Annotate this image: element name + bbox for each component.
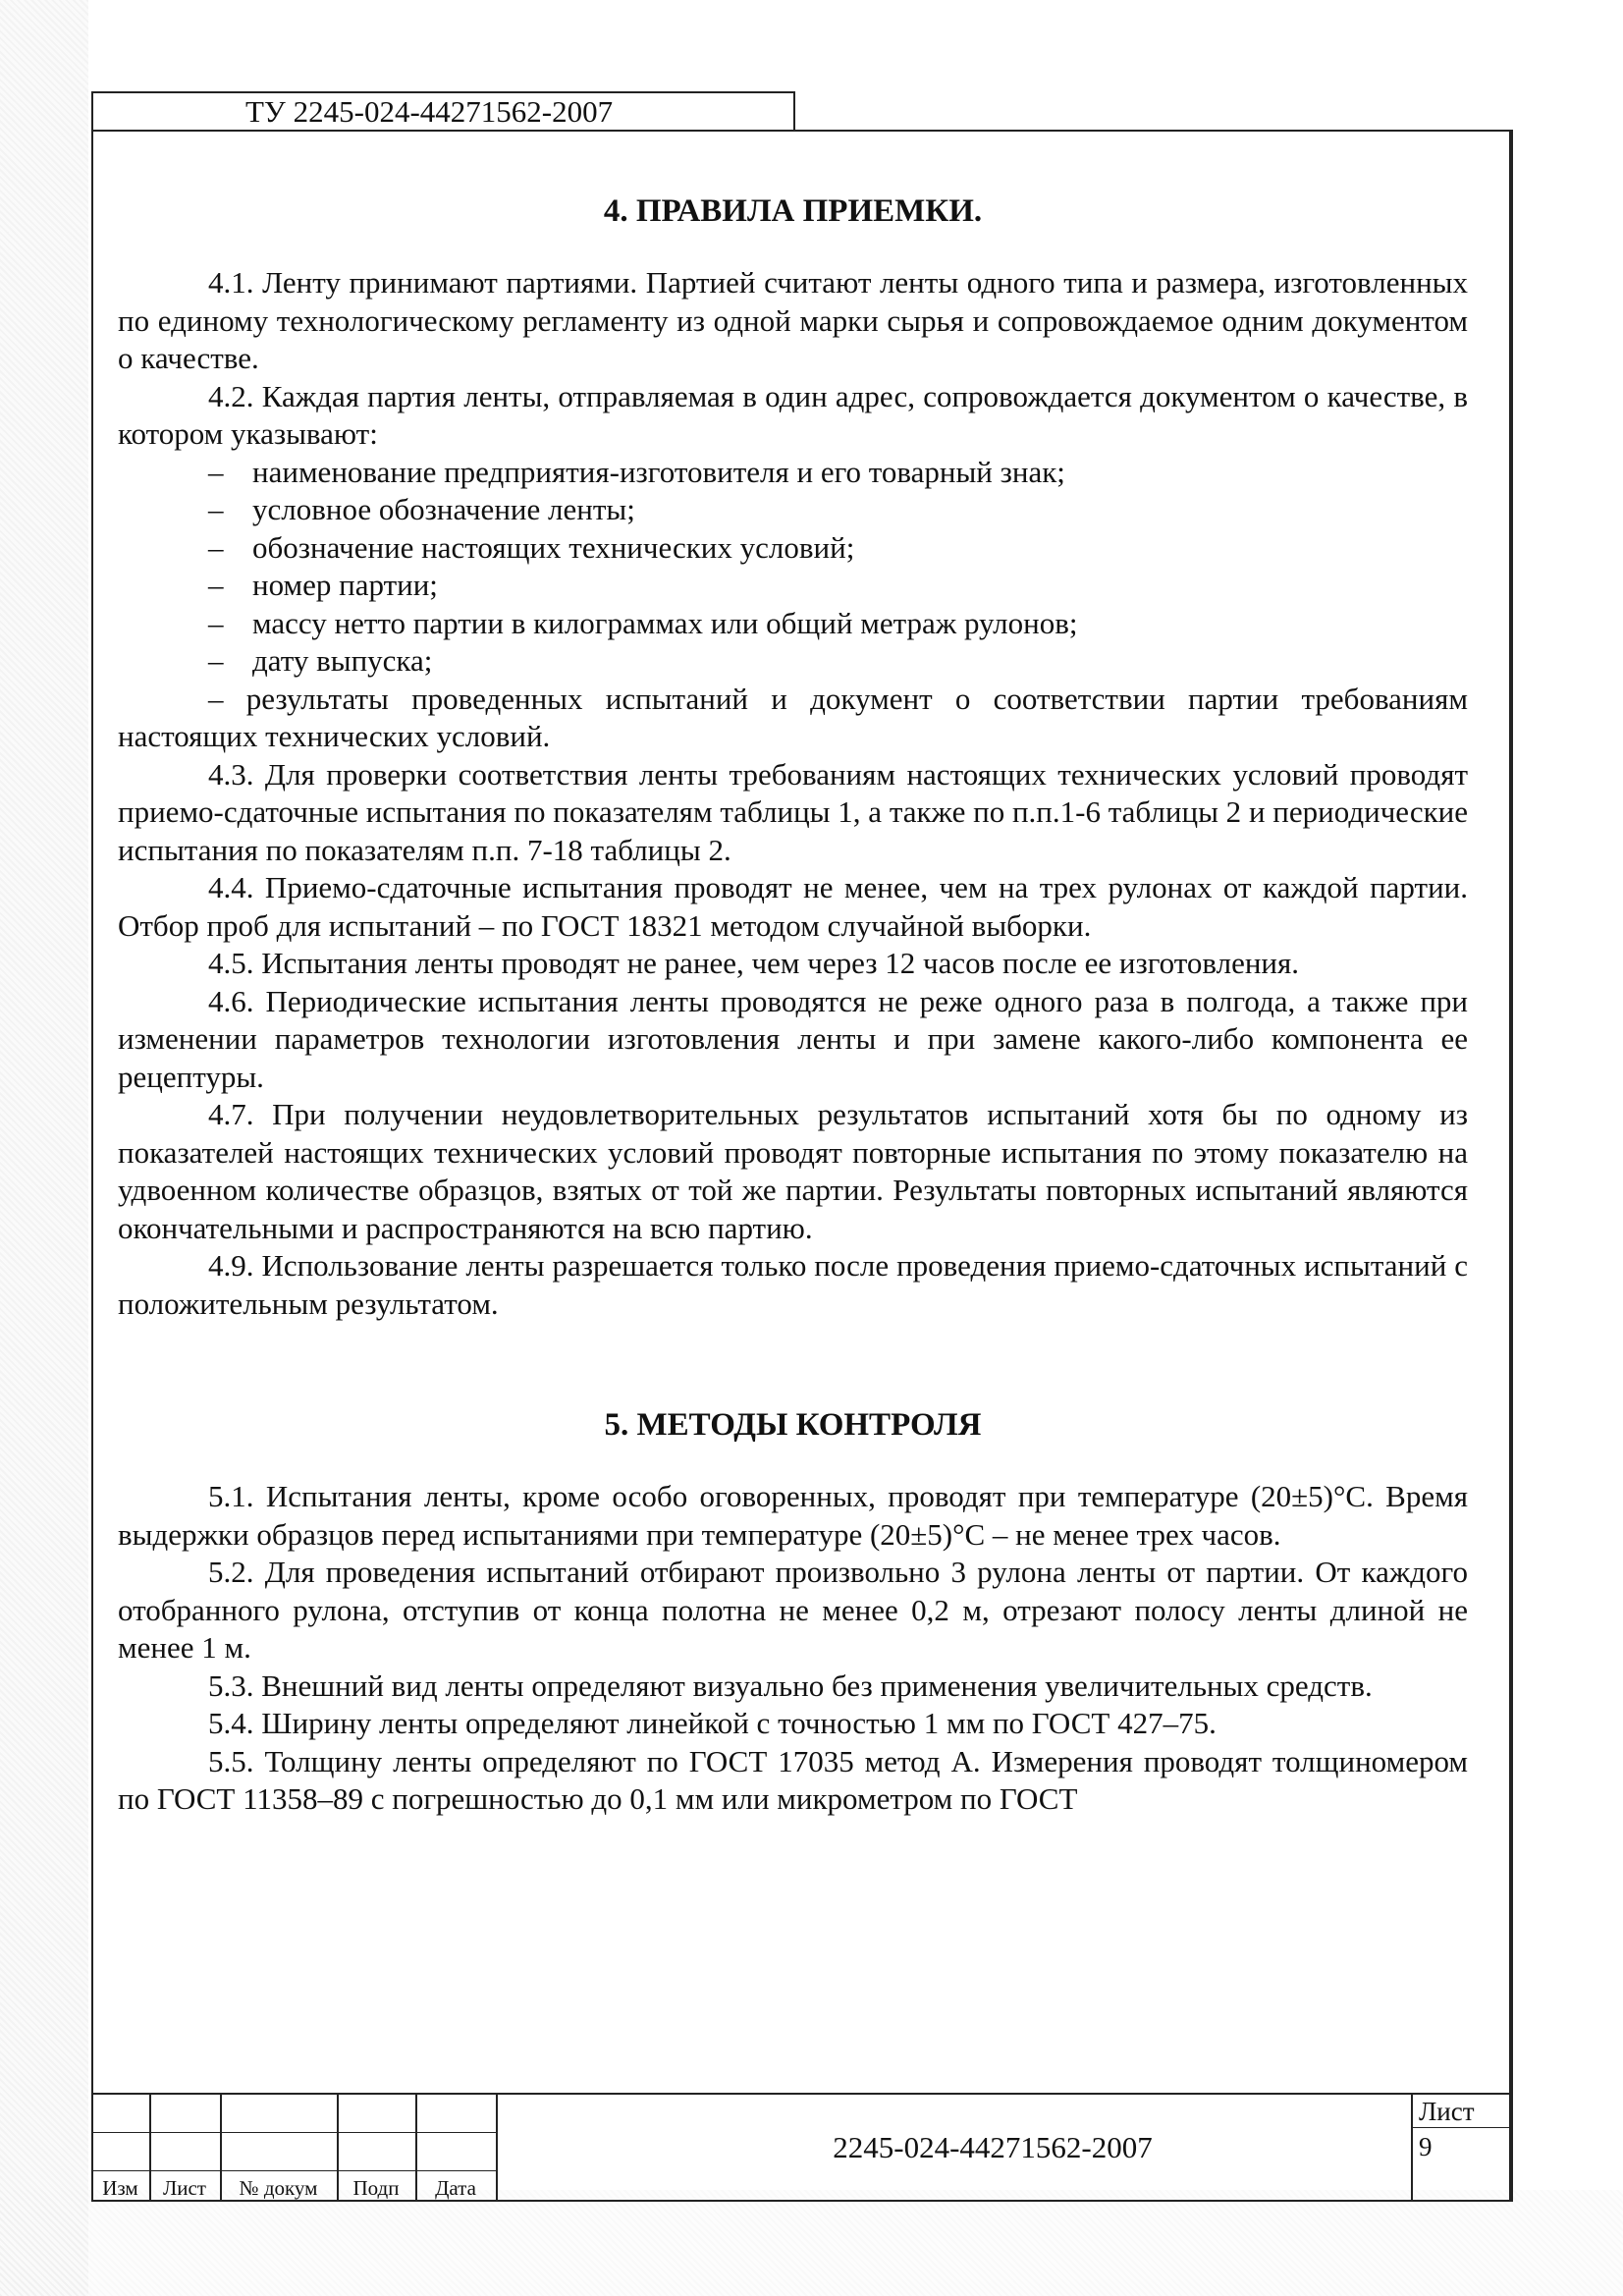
list-item: – номер партии;: [208, 568, 438, 602]
scan-bottom-shadow: [0, 2190, 1623, 2296]
list-item: – массу нетто партии в килограммах или общий метраж рулонов;: [208, 605, 1078, 640]
stamp-sheet-label: Лист: [1419, 2097, 1475, 2126]
label-doc-number: № докум: [239, 2176, 318, 2200]
list-item-last: – результаты проведенных испытаний и документ о соответствии партии требованиям настоящих технических условий.: [118, 681, 1468, 753]
paragraph-4-6: 4.6. Периодические испытания ленты проводятся не реже одного раза в полгода, а также при изменении параметров технологии изготовления ленты и при замене какого-либо компонента ее рецептуры.: [118, 983, 1468, 1094]
paragraph-5-1: 5.1. Испытания ленты, кроме особо оговоренных, проводят при температуре (20±5)°С. Время выдержки образцов перед испытаниями при температуре (20±5)°С – не менее трех часов.: [118, 1479, 1468, 1552]
paragraph-4-7: 4.7. При получении неудовлетворительных результатов испытаний хотя бы по одному из показателей настоящих технических условий проводят повторные испытания по этому показателю на удвоенном количестве образцов, взятых от той же партии. Результаты повторных испытаний являются окончательными и распространяются на всю партию.: [118, 1097, 1468, 1245]
list-item: – дату выпуска;: [208, 643, 433, 678]
paragraph-4-4: 4.4. Приемо-сдаточные испытания проводят не менее, чем на трех рулонах от каждой партии. Отбор проб для испытаний – по ГОСТ 18321 методом случайной выборки.: [118, 870, 1468, 943]
label-sheet: Лист: [163, 2176, 206, 2200]
label-change: Изм: [102, 2176, 138, 2200]
label-signature: Подп: [352, 2176, 400, 2200]
paragraph-5-3: 5.3. Внешний вид ленты определяют визуально без применения увеличительных средств.: [208, 1667, 1373, 1703]
page-content: [118, 191, 1468, 1819]
stamp-doc-number: 2245-024-44271562-2007: [833, 2130, 1153, 2164]
scan-edge-shadow: [0, 0, 88, 2296]
paragraph-4-9: 4.9. Использование ленты разрешается только после проведения приемо-сдаточных испытаний с положительным результатом.: [118, 1248, 1468, 1321]
section-5-title: 5. МЕТОДЫ КОНТРОЛЯ: [604, 1407, 982, 1443]
list-item: – обозначение настоящих технических условий;: [208, 529, 855, 565]
label-date: Дата: [435, 2176, 476, 2200]
header-doc-code: ТУ 2245-024-44271562-2007: [91, 91, 795, 130]
section-4-title: 4. ПРАВИЛА ПРИЕМКИ.: [603, 193, 983, 229]
title-block: [91, 2093, 1513, 2202]
paragraph-4-5: 4.5. Испытания ленты проводят не ранее, чем через 12 часов после ее изготовления.: [208, 946, 1300, 980]
paragraph-5-5: 5.5. Толщину ленты определяют по ГОСТ 17035 метод А. Измерения проводят толщиномером по ГОСТ 11358–89 с погрешностью до 0,1 мм или микрометром по ГОСТ: [118, 1743, 1468, 1816]
list-item: – наименование предприятия-изготовителя и его товарный знак;: [208, 454, 1065, 489]
paragraph-4-2: 4.2. Каждая партия ленты, отправляемая в один адрес, сопровождается документом о качестве, в котором указывают:: [118, 378, 1468, 451]
paragraph-5-4: 5.4. Ширину ленты определяют линейкой с точностью 1 мм по ГОСТ 427–75.: [208, 1706, 1217, 1740]
stamp-sheet-number: 9: [1419, 2132, 1433, 2161]
paragraph-4-1: 4.1. Ленту принимают партиями. Партией считают ленты одного типа и размера, изготовленных по единому технологическому регламенту из одной марки сырья и сопровождаемое одним документом о качестве.: [118, 265, 1468, 375]
list-item: – условное обозначение ленты;: [208, 492, 635, 526]
paragraph-5-2: 5.2. Для проведения испытаний отбирают произвольно 3 рулона ленты от партии. От каждого отобранного рулона, отступив от конца полотна не менее 0,2 м, отрезают полосу ленты длиной не менее 1 м.: [118, 1555, 1468, 1665]
paragraph-4-3: 4.3. Для проверки соответствия ленты требованиям настоящих технических условий проводят приемо-сдаточные испытания по показателям таблицы 1, а также по п.п.1-6 таблицы 2 и периодические испытания по показателям п.п. 7-18 таблицы 2.: [118, 756, 1468, 867]
